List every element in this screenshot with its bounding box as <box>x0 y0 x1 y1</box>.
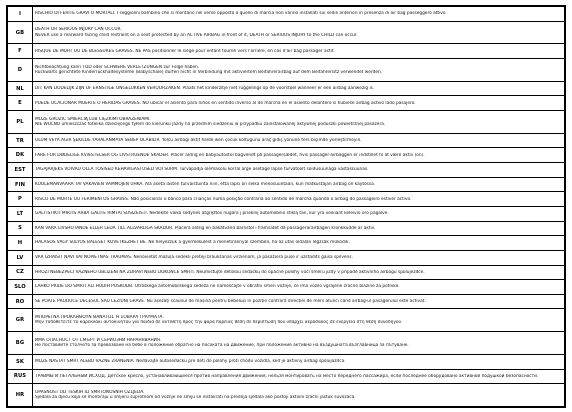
warning-text <box>33 369 565 384</box>
warning-text <box>33 7 565 22</box>
language-code: EST <box>8 163 33 178</box>
table-row <box>8 206 565 221</box>
language-code: PL <box>8 111 33 134</box>
warning-line: DIT KAN DODELIJK ZIJN OF ERNSTIGE ONGELUKKEN VEROORZAKEN. Plaats het kinderzitje niet ruggelings op de voorstoel wanneer er een airbag aanwezig is. <box>35 85 375 91</box>
language-code: S <box>8 221 33 236</box>
warning-text <box>33 21 565 44</box>
language-code: RO <box>8 294 33 309</box>
warning-line: Μην τοποθετείτε το καρεκλάκι αυτοκινήτου για παιδιά σε αντίθετη προς την φορά πορείας θέση σε περίπτωση που υπάρχει αερόσακος σε ενεργεία στη θέση συνοδηγού. <box>35 320 403 326</box>
warning-line: ИМА ОПАСНОСТ ОТ СМЪРТ И СЕРИОЗНИ НАРАНЯВАНИЯ. <box>35 337 162 343</box>
warning-line: RISCHIO DI FERITE GRAVI O MORTALI. I seggiolini bambino che si montano nel verso opposto a quello di marcia non vanno installati sui sedili anteriori in presenza di air bag passeggero attivo. <box>35 11 447 17</box>
language-code: GB <box>8 21 33 44</box>
warning-line: KUOLEMANVAARA TAI VAKAVIEN VAMMOJEN UHKA. Älä aseta lasten turvaistuinta niin, että lapsi on selkä menosuuntaan, kun matkustajan airbag on käytössä. <box>35 181 376 187</box>
table-row <box>8 236 565 251</box>
warning-line: ТРАВМЫ И ЛЕТАЛЬНЫЙ ИСХОД. Детское кресло, устанавливающееся против направления движения, нельзя монтировать на место переднего пассажира, если последнее оборудовано активной подушкой безопасности. <box>35 373 539 379</box>
table-row <box>8 21 565 44</box>
warning-line: Rückwärts gerichtete Kinderrückhaltesysteme (Babyschale) dürfen nicht in Verbindung mit aktiviertem Beifahrerairbag auf dem Beifahrersitz verwendet werden. <box>35 69 383 75</box>
warning-text <box>33 133 565 148</box>
language-code: CZ <box>8 265 33 280</box>
warning-line: NIE WOLNO umieszczać fotelika dziecięcego tyłem do kierunku jazdy na przednim siedzeniu w przypadku zainstalowanej aktywnej poduszki powietrznej pasażera. <box>35 121 386 127</box>
warning-text <box>33 294 565 309</box>
warning-line: Sjedala za djecu koja se montiraju u smjeru suprotnom od vožnje ne smiju se instalirati na prednja sjedala ako postoji aktivni zračni jastuk suvozača. <box>35 395 356 401</box>
table-row <box>8 148 565 163</box>
table-row <box>8 44 565 59</box>
table-row <box>8 133 565 148</box>
language-code: LT <box>8 206 33 221</box>
table-row <box>8 221 565 236</box>
language-code: GR <box>8 309 33 332</box>
table-row <box>8 354 565 369</box>
table-row <box>8 111 565 134</box>
table-row <box>8 332 565 355</box>
warning-text <box>33 265 565 280</box>
language-code: TR <box>8 133 33 148</box>
language-code: NL <box>8 81 33 96</box>
warning-line: HROZÍ NEBEZPEČÍ VÁŽNÉHO ÚBLIŽENÍ NA ZDRAVÍ NEBO DOKONCE SMRTI. Neumisťujte dětskou sedačku do opačné polohy vůči směru jízdy v případě aktivního airbagu spolujezdce. <box>35 269 425 275</box>
table-row <box>8 369 565 384</box>
warning-text <box>33 44 565 59</box>
warning-line: ÖLÜM VEYA AĞIR ŞEKİLDE YARALANMAYA SEBEP OLABİLİR. Yolcu airbağı aktif halde iken çocuk koltuğunu araç gidiş yönüne ters biçimde yerleştirmeyin. <box>35 137 362 143</box>
warning-text <box>33 250 565 265</box>
warning-text <box>33 236 565 251</box>
warning-line: LAHKO PRIDE DO SMRTI ALI HUDIH POŠKODB. Otroškega avtomobilskega sedeža ne nameščajte v obratni smeri vožnje, če ima vozilo vgrajene zračne blazine za potnike. <box>35 284 400 290</box>
warning-line: RISCO DE MORTE OU FERIMENTOS GRAVES. Não posicionar o banco para crianças numa posição contrária ao sentido de marcha quando o airbag do passageiro estiver activo. <box>35 196 412 202</box>
warning-text <box>33 192 565 207</box>
table-row <box>8 250 565 265</box>
warning-line: MOŻE GROZIĆ ŚMIERCIĄ LUB CIĘŻKIMI OBRAŻENIAMI. <box>35 116 151 122</box>
table-row <box>8 265 565 280</box>
language-code: H <box>8 236 33 251</box>
table-row <box>8 59 565 82</box>
warning-text <box>33 148 565 163</box>
warning-table <box>7 6 565 407</box>
warning-text <box>33 354 565 369</box>
warning-line: MÔŽE NASTAŤ SMRŤ ALEBO VÁŽNE ZRANENIA. Nedávajte autosedačku pre deti do polohy proti chodu vozidla, keď je aktívny airbag spolujazdca. <box>35 359 346 365</box>
table-row <box>8 192 565 207</box>
warning-line: TAGAJÄRJEKS VÕIVAD OLLA TÕSISED KEHAVIGASTUSED VÕI SURM. Turvapadja olemasolu korral ärge asetage lapse turvatoolt sõidusuunaga vastassuunas. <box>35 167 369 173</box>
language-code: RUS <box>8 369 33 384</box>
language-code: F <box>8 44 33 59</box>
warning-line: KAN VARA LIVSHOTANDE ELLER LEDA TILL ALLVARLIGA SKADOR. Placera aldrig en bakåtvänd barnstol i framsätet då passagerarairbagen kronkkudde är aktiv. <box>35 225 376 231</box>
table-row <box>8 280 565 295</box>
language-code: FIN <box>8 177 33 192</box>
language-code: D <box>8 59 33 82</box>
language-code: E <box>8 96 33 111</box>
warning-text <box>33 332 565 355</box>
warning-line: DEATH OR SERIOUS INJURY CAN OCCUR. <box>35 27 122 33</box>
warning-line: HALÁSOS VAGY SÚLYOS BALESET KÖVETKEZHET BE. Ne helyezzük a gyermekülést a menetiránnyal szemben, ha az utas oldalán légzsák működik. <box>35 240 350 246</box>
table-row <box>8 294 565 309</box>
warning-line: RISQUE DE MORT OU DE BLESSURES GRAVES. NE PAS positionner le siège pour enfant tourné vers l'arrière, en cas d'air bag passager actif. <box>35 48 335 54</box>
warning-table-body <box>8 7 565 407</box>
warning-text <box>33 163 565 178</box>
warning-text <box>33 384 565 407</box>
warning-text <box>33 96 565 111</box>
airbag-warning-document <box>6 5 566 408</box>
warning-text <box>33 280 565 295</box>
language-code: SLO <box>8 280 33 295</box>
table-row <box>8 163 565 178</box>
warning-line: Nichtbeachtung kann TOD oder SCHWERE VERLETZUNGEN zur Folge haben. <box>35 64 200 70</box>
table-row <box>8 96 565 111</box>
table-row <box>8 384 565 407</box>
warning-text <box>33 59 565 82</box>
table-row <box>8 7 565 22</box>
language-code: P <box>8 192 33 207</box>
warning-line: SE POATE PRODUCE DECESUL SAU LEZIUNI GRAVE. Nu așezați scaunul de mașină pentru bebeluși în poziție contrară direcției de mers atunci când airbag-ul pasagerului este activat. <box>35 299 426 305</box>
language-code: HR <box>8 384 33 407</box>
language-code: BG <box>8 332 33 355</box>
warning-line: PUEDE OCACIONAR MUERTE O HERIDAS GRAVES. NO ubicar el asiento para niños en sentido inverso al de marcha en el asiento delantero si hubiese airbag activo lado pasajero. <box>35 100 416 106</box>
table-row <box>8 81 565 96</box>
table-row <box>8 309 565 332</box>
warning-line: GALI IŠTIKTI MIRTIS ARBA GALITE RIMTAI SUSIŽEISTI. Nedėkite vaiko sėdynės atgręžtos nugara į priekinį automobilio stiklą tan, kur yra veikiant keleivio oro pagalvė. <box>35 211 389 217</box>
language-code: SK <box>8 354 33 369</box>
language-code: I <box>8 7 33 22</box>
language-code: LV <box>8 250 33 265</box>
warning-text <box>33 206 565 221</box>
warning-line: VAR IZRAISĪT NĀVI VAI NOPIETNAS TRAUMAS. Nenovietot mazuļa sēdekli pretēji braukšanas virzienam, ja pasažiera pusē ir uzstādīts gaisa spilvens. <box>35 255 353 261</box>
warning-text <box>33 309 565 332</box>
warning-text <box>33 81 565 96</box>
warning-text <box>33 111 565 134</box>
table-row <box>8 177 565 192</box>
language-code: DK <box>8 148 33 163</box>
warning-line: NEVER use a rearward facing child restraint on a seat protected by an ACTIVE AIRBAG in front of it, DEATH or SERIOUS INJURY to the CHILD can occur. <box>35 32 358 38</box>
warning-line: FARE FOR DØDELIGE KVÆSTELSER OG LIVSTRUENDE SKADER. Placer aldrig en babyautostol bagvendt på passagersædet, hvis passager-airbaggen er indstillet til at være aktiv (on). <box>35 152 425 158</box>
warning-text <box>33 221 565 236</box>
warning-line: ΜΠΟΡΕΙ ΝΑ ΠΡΟΚΛΗΘΟΥΝ ΘΑΝΑΤΟΣ Ή ΣΟΒΑΡΑ ΤΡΑΥΜΑΤΑ. <box>35 315 164 321</box>
warning-line: OPASNOST OD TEŠKIH ILI SMRTONOSNIH OZLJEDA. <box>35 389 145 395</box>
warning-text <box>33 177 565 192</box>
warning-line: Не поставяйте столчето за превозване на бебе в положение обратно на посоката на движение, при положение активно на въздушната възглавница за пътуване. <box>35 343 409 349</box>
